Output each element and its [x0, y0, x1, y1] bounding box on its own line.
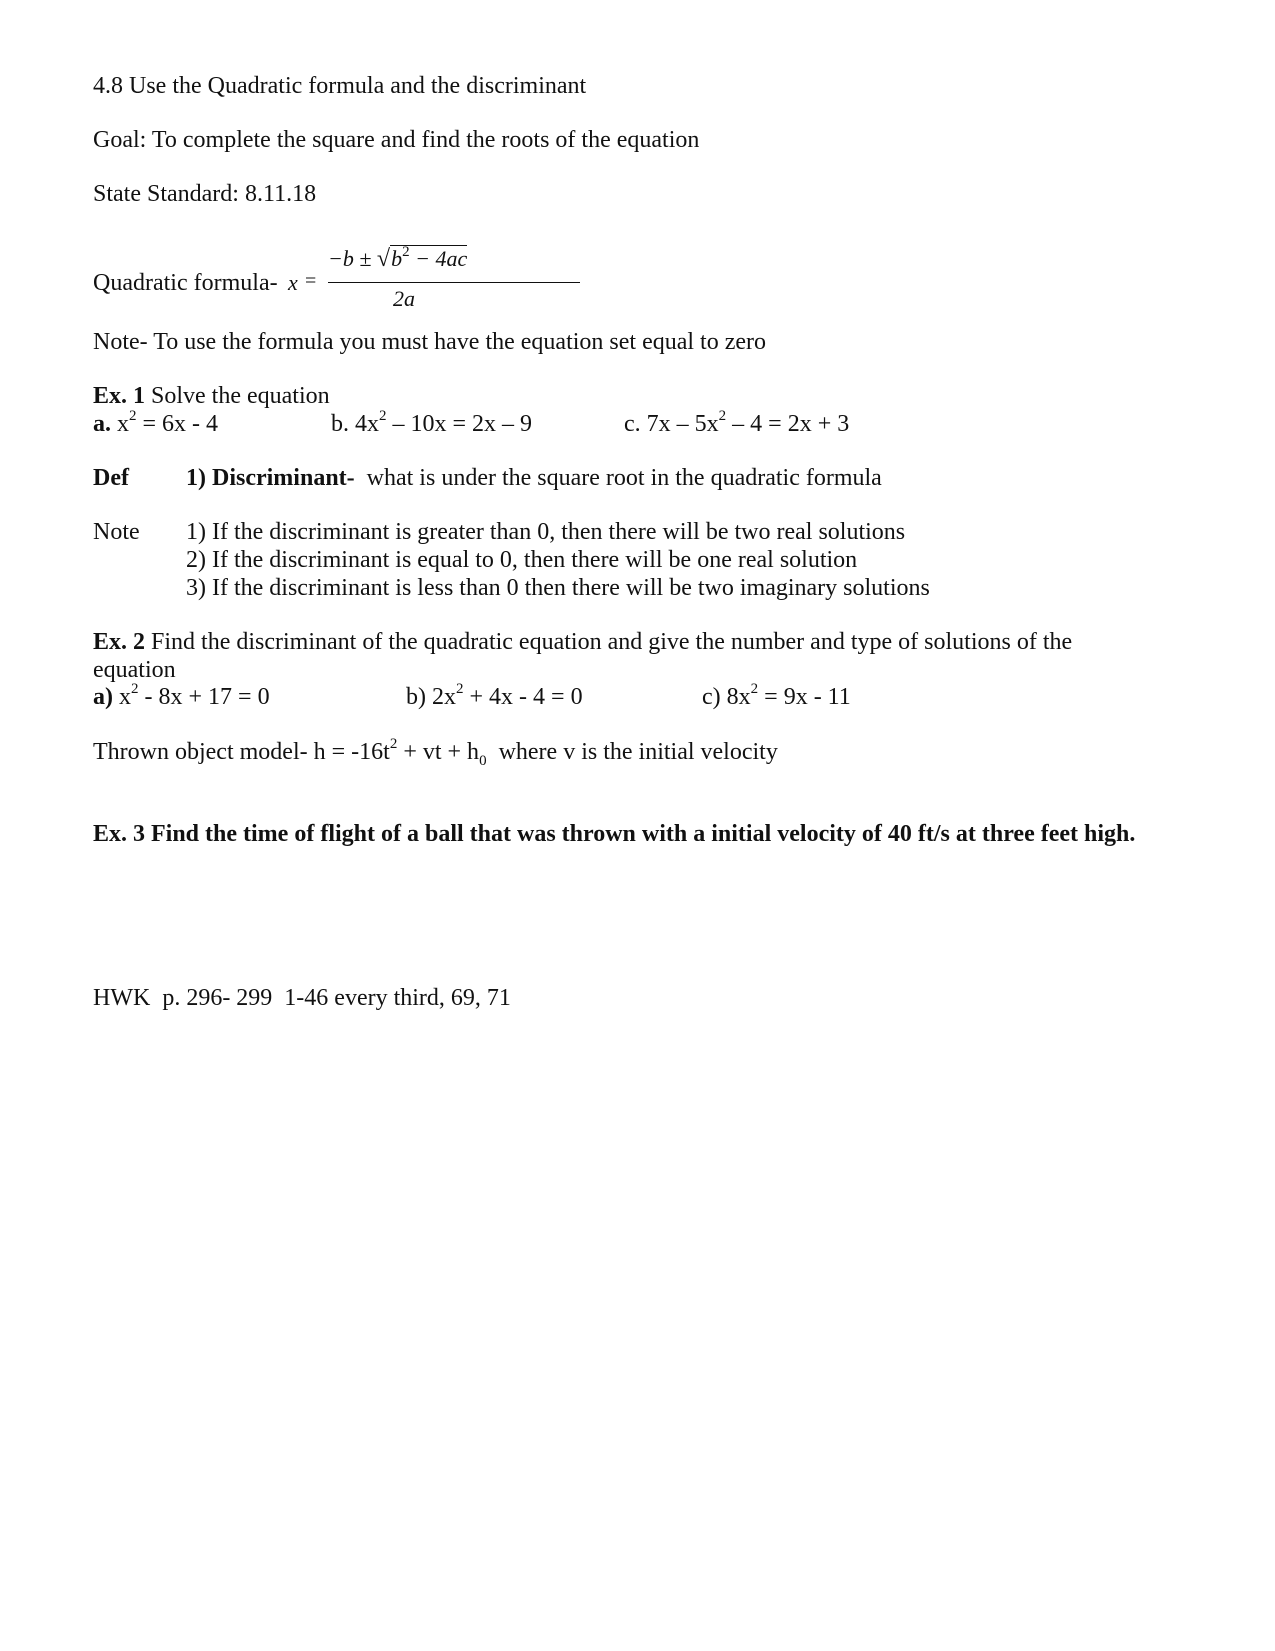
ex1-instruction: Solve the equation [145, 383, 330, 409]
note-item: 1) If the discriminant is greater than 0, then there will be two real solutions [186, 519, 906, 545]
ex2-c-post: = 9x - 11 [758, 684, 851, 710]
ex1-c-post: – 4 = 2x + 3 [726, 411, 850, 437]
ex2-a-label: a) [93, 684, 113, 710]
formula-numerator [328, 243, 468, 273]
thrown-pre: Thrown object model- h = -16t [93, 739, 390, 765]
homework: HWK p. 296- 299 1-46 every third, 69, 71 [93, 985, 511, 1011]
ex2-heading [93, 628, 1072, 656]
denominator-text: 2a [393, 286, 415, 311]
def-label: Def [93, 465, 129, 491]
thrown-exp: 2 [389, 736, 398, 752]
thrown-sub: 0 [479, 752, 487, 769]
thrown-post: where v is the initial velocity [486, 739, 778, 765]
note-item: 2) If the discriminant is equal to 0, then there will be one real solution [186, 547, 858, 573]
formula-lhs: x [288, 270, 298, 295]
ex1-c-exp: 2 [718, 408, 727, 424]
ex1-heading [93, 382, 330, 410]
ex2-c-pre: c) 8x [702, 684, 751, 710]
thrown-mid: + vt + h [397, 739, 480, 765]
radicand-rest: − 4ac [409, 246, 468, 271]
ex2-a-pre: x [113, 684, 131, 710]
ex1-part-c [624, 410, 849, 438]
ex1-a-pre: x [111, 411, 129, 437]
goal-text: Goal: To complete the square and find the roots of the equation [93, 127, 700, 153]
radical-sign: √ [376, 246, 391, 272]
ex1-a-post: = 6x - 4 [136, 411, 219, 437]
note-item: 3) If the discriminant is less than 0 then there will be two imaginary solutions [186, 575, 930, 601]
def-text: what is under the square root in the quadratic formula [354, 465, 882, 491]
radicand-exponent: 2 [402, 243, 410, 260]
ex1-c-pre: c. 7x – 5x [624, 411, 719, 437]
fraction-bar [328, 282, 580, 283]
ex1-label: Ex. 1 [93, 383, 146, 409]
thrown-object-model [93, 736, 778, 769]
ex2-b-exp: 2 [456, 681, 464, 697]
page-title: 4.8 Use the Quadratic formula and the discriminant [93, 73, 587, 99]
radicand-b: b [391, 246, 403, 271]
formula-denominator [393, 286, 415, 312]
ex2-instruction: Find the discriminant of the quadratic equation and give the number and type of solutions of the [145, 629, 1073, 655]
ex2-b-post: + 4x - 4 = 0 [463, 684, 583, 710]
radicand [390, 245, 467, 271]
ex2-a-post: - 8x + 17 = 0 [138, 684, 270, 710]
ex2-a-exp: 2 [131, 681, 139, 697]
def-content [186, 464, 882, 492]
ex1-b-exp: 2 [379, 408, 387, 424]
ex3-problem: Ex. 3 Find the time of flight of a ball that was thrown with a initial velocity of 40 ft/s at three feet high. [93, 821, 1136, 847]
quadratic-formula [93, 240, 513, 320]
ex1-part-a [93, 410, 218, 438]
ex1-part-b [331, 410, 532, 438]
ex2-b-pre: b) 2x [406, 684, 456, 710]
ex1-b-post: – 10x = 2x – 9 [386, 411, 533, 437]
ex2-label: Ex. 2 [93, 629, 146, 655]
ex1-a-label: a. [93, 411, 111, 437]
ex2-instruction-cont: equation [93, 657, 176, 683]
ex2-part-c [702, 683, 851, 711]
state-standard: State Standard: 8.11.18 [93, 181, 317, 207]
note-label: Note [93, 519, 140, 545]
numerator-prefix: −b ± [328, 246, 377, 271]
formula-label: Quadratic formula- [93, 270, 278, 296]
note-zero: Note- To use the formula you must have the equation set equal to zero [93, 329, 767, 355]
def-term: 1) Discriminant- [186, 465, 355, 491]
ex1-b-pre: b. 4x [331, 411, 379, 437]
ex1-a-exp: 2 [129, 408, 137, 424]
ex2-part-a [93, 683, 270, 711]
formula-equals: = [305, 270, 317, 292]
ex2-part-b [406, 683, 583, 711]
ex2-c-exp: 2 [750, 681, 759, 697]
